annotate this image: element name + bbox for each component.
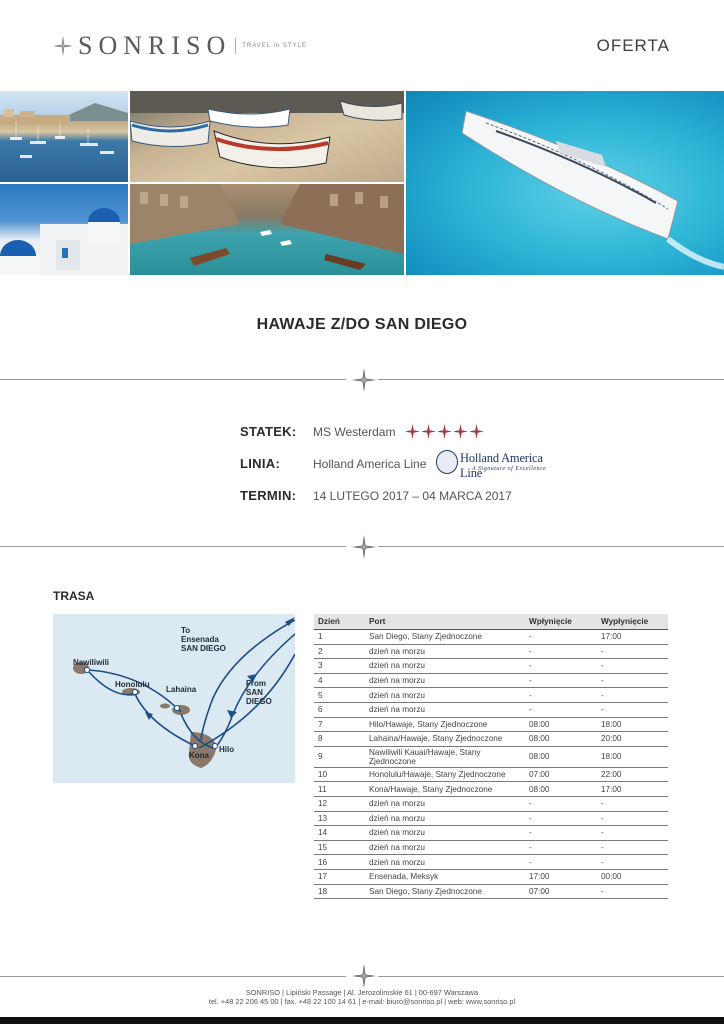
cell-day: 18 — [314, 884, 365, 899]
route-arrow-icon — [227, 710, 237, 718]
cell-day: 2 — [314, 644, 365, 659]
cell-day: 6 — [314, 702, 365, 717]
itinerary-table — [314, 614, 668, 899]
cell-port: Lahaina/Hawaje, Stany Zjednoczone — [365, 732, 525, 747]
itinerary-header-row — [314, 614, 668, 630]
cell-arrival: - — [525, 826, 597, 841]
cell-departure: - — [597, 884, 668, 899]
cell-arrival: 08:00 — [525, 732, 597, 747]
map-label-to: To — [181, 626, 191, 635]
big-island — [189, 732, 217, 768]
itinerary-row — [314, 884, 668, 899]
route-label: TRASA — [53, 589, 95, 603]
cell-arrival: - — [525, 644, 597, 659]
itinerary-row — [314, 630, 668, 645]
itinerary-row — [314, 826, 668, 841]
footer-address: SONRISO | Lipiński Passage | Al. Jerozolimskie 61 | 00-697 Warszawa — [245, 988, 479, 997]
map-label-to-san-diego: SAN DIEGO — [181, 644, 226, 653]
cell-port: Nawiliwili Kauai/Hawaje, Stany Zjednoczone — [365, 746, 525, 767]
itinerary-row — [314, 869, 668, 884]
cell-arrival: - — [525, 811, 597, 826]
cell-departure: - — [597, 840, 668, 855]
cell-arrival: 07:00 — [525, 884, 597, 899]
cell-port: dzień na morzu — [365, 811, 525, 826]
footer-divider — [0, 964, 724, 988]
cell-arrival: 08:00 — [525, 746, 597, 767]
cell-port: Kona/Hawaje, Stany Zjednoczone — [365, 782, 525, 797]
cell-departure: - — [597, 688, 668, 703]
cell-day: 9 — [314, 746, 365, 767]
document-type: OFERTA — [596, 36, 670, 55]
bottom-bar — [0, 1017, 724, 1024]
cell-day: 1 — [314, 630, 365, 645]
cell-arrival: 17:00 — [525, 869, 597, 884]
route-map-graphic — [53, 614, 295, 783]
cell-day: 17 — [314, 869, 365, 884]
header-departure: Wypłynięcie — [597, 614, 668, 630]
itinerary-row — [314, 840, 668, 855]
compass-star-icon — [52, 35, 74, 57]
rating-star-icon — [437, 424, 452, 439]
route-map — [53, 614, 295, 783]
hal-logo-name: Holland America Line — [460, 451, 543, 480]
venice-canal-photo — [130, 184, 404, 275]
map-label-from-san: SAN — [246, 688, 263, 697]
cell-departure: - — [597, 673, 668, 688]
cell-departure: 00:00 — [597, 869, 668, 884]
cell-departure: 18:00 — [597, 717, 668, 732]
map-label-from: From — [246, 679, 266, 688]
map-label-hilo: Hilo — [219, 745, 235, 754]
ship-label: STATEK: — [240, 424, 297, 439]
cell-arrival: - — [525, 673, 597, 688]
photo-collage — [0, 91, 724, 275]
line-value: Holland America Line — [313, 457, 427, 471]
ship-rating-stars — [405, 424, 484, 439]
rating-star-icon — [421, 424, 436, 439]
footer-contact: tel. +48 22 206 45 00 | fax. +48 22 100 14 61 | e-mail: biuro@sonriso.pl | web: www.sonriso.pl — [208, 997, 516, 1006]
offer-title: HAWAJE Z/DO SAN DIEGO — [256, 316, 468, 333]
itinerary-row — [314, 811, 668, 826]
compass-rose-icon — [352, 964, 376, 988]
map-label-nawiliwili: Nawiliwili — [73, 658, 110, 667]
cell-port: Honolulu/Hawaje, Stany Zjednoczone — [365, 767, 525, 782]
holland-america-logo — [436, 449, 560, 480]
map-label-lahaina: Lahaina — [166, 685, 197, 694]
cell-departure: - — [597, 796, 668, 811]
rating-star-icon — [405, 424, 420, 439]
cell-departure: 17:00 — [597, 630, 668, 645]
map-label-ensenada: Ensenada — [181, 635, 219, 644]
cell-day: 15 — [314, 840, 365, 855]
cell-departure: - — [597, 644, 668, 659]
fishing-boats-photo — [130, 91, 404, 182]
cell-departure: - — [597, 811, 668, 826]
boats-illustration — [130, 91, 404, 182]
cell-arrival: - — [525, 688, 597, 703]
hal-logo-tagline: A Signature of Excellence — [472, 466, 547, 472]
cell-port: dzień na morzu — [365, 855, 525, 870]
cell-port: San Diego, Stany Zjednoczone — [365, 630, 525, 645]
cell-departure: 20:00 — [597, 732, 668, 747]
cell-port: dzień na morzu — [365, 673, 525, 688]
cell-arrival: - — [525, 702, 597, 717]
cell-port: dzień na morzu — [365, 659, 525, 674]
cell-departure: - — [597, 826, 668, 841]
compass-rose-icon — [352, 535, 376, 559]
cell-port: Hilo/Hawaje, Stany Zjednoczone — [365, 717, 525, 732]
cell-day: 13 — [314, 811, 365, 826]
cell-departure: - — [597, 855, 668, 870]
cell-arrival: - — [525, 659, 597, 674]
itinerary-row — [314, 702, 668, 717]
holland-america-emblem-icon — [436, 450, 458, 474]
cell-day: 14 — [314, 826, 365, 841]
brand-tagline: TRAVEL in STYLE — [242, 43, 307, 49]
cell-day: 5 — [314, 688, 365, 703]
cell-arrival: 08:00 — [525, 782, 597, 797]
santorini-illustration — [0, 184, 128, 275]
header-arrival: Wpłynięcie — [525, 614, 597, 630]
itinerary-row — [314, 782, 668, 797]
cell-arrival: 08:00 — [525, 717, 597, 732]
itinerary-row — [314, 855, 668, 870]
rating-star-icon — [453, 424, 468, 439]
map-label-honolulu: Honolulu — [115, 680, 150, 689]
cell-arrival: - — [525, 840, 597, 855]
cell-departure: 18:00 — [597, 746, 668, 767]
venice-illustration — [130, 184, 404, 275]
cell-arrival: - — [525, 796, 597, 811]
compass-rose-icon — [352, 368, 376, 392]
cell-port: dzień na morzu — [365, 840, 525, 855]
cell-day: 12 — [314, 796, 365, 811]
itinerary-row — [314, 732, 668, 747]
cell-day: 10 — [314, 767, 365, 782]
map-label-kona: Kona — [189, 751, 209, 760]
line-label: LINIA: — [240, 456, 281, 471]
itinerary-row — [314, 796, 668, 811]
ship-value: MS Westerdam — [313, 425, 396, 439]
harbor-photo — [0, 91, 128, 182]
cell-day: 16 — [314, 855, 365, 870]
brand-wordmark: SONRISO — [78, 31, 232, 60]
cell-port: Ensenada, Meksyk — [365, 869, 525, 884]
cruise-ship-illustration — [406, 91, 724, 275]
cell-arrival: 07:00 — [525, 767, 597, 782]
cell-port: San Diego, Stany Zjednoczone — [365, 884, 525, 899]
map-label-from-diego: DIEGO — [246, 697, 272, 706]
header-port: Port — [365, 614, 525, 630]
cell-departure: 17:00 — [597, 782, 668, 797]
date-value: 14 LUTEGO 2017 – 04 MARCA 2017 — [313, 489, 512, 503]
itinerary-row — [314, 688, 668, 703]
itinerary-row — [314, 717, 668, 732]
itinerary-body — [314, 630, 668, 899]
cell-day: 3 — [314, 659, 365, 674]
sonriso-logo — [52, 32, 307, 60]
cell-day: 7 — [314, 717, 365, 732]
rating-star-icon — [469, 424, 484, 439]
cell-arrival: - — [525, 630, 597, 645]
cruise-ship-photo — [406, 91, 724, 275]
section-divider — [0, 535, 724, 559]
date-label: TERMIN: — [240, 488, 297, 503]
itinerary-row — [314, 746, 668, 767]
itinerary-row — [314, 767, 668, 782]
itinerary-row — [314, 673, 668, 688]
cell-arrival: - — [525, 855, 597, 870]
cell-port: dzień na morzu — [365, 688, 525, 703]
cell-port: dzień na morzu — [365, 796, 525, 811]
cell-departure: - — [597, 702, 668, 717]
section-divider — [0, 368, 724, 392]
header-day: Dzień — [314, 614, 365, 630]
cell-day: 11 — [314, 782, 365, 797]
cell-departure: - — [597, 659, 668, 674]
itinerary-row — [314, 659, 668, 674]
santorini-photo — [0, 184, 128, 275]
cell-port: dzień na morzu — [365, 644, 525, 659]
harbor-illustration — [0, 91, 128, 182]
molokai-island — [160, 704, 170, 709]
itinerary-row — [314, 644, 668, 659]
cell-day: 8 — [314, 732, 365, 747]
cell-port: dzień na morzu — [365, 826, 525, 841]
route-arrow-icon — [145, 712, 153, 720]
cell-port: dzień na morzu — [365, 702, 525, 717]
logo-separator — [235, 38, 236, 54]
cell-day: 4 — [314, 673, 365, 688]
cell-departure: 22:00 — [597, 767, 668, 782]
